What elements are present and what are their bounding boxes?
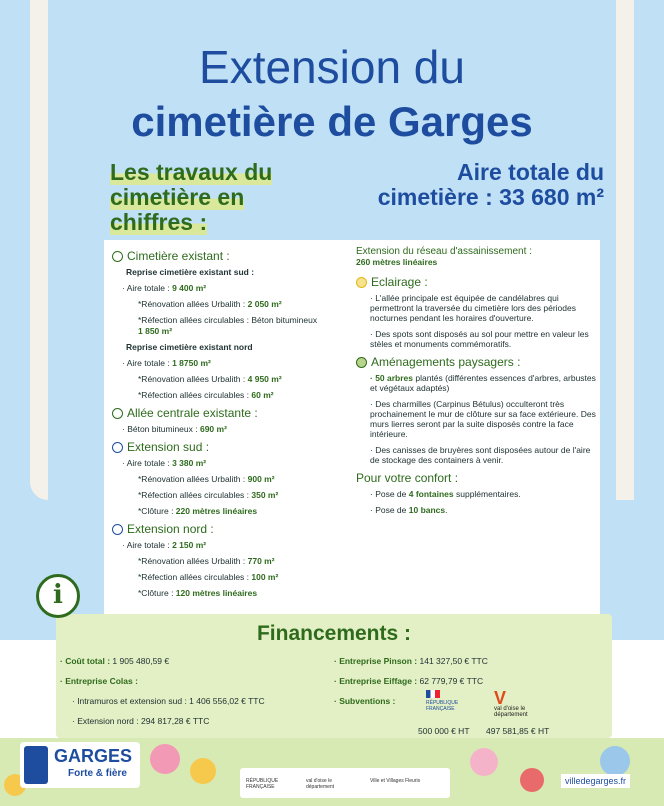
- garges-logo: GARGES Forte & fière: [20, 742, 140, 788]
- website-link[interactable]: villedegarges.fr: [561, 774, 630, 788]
- subtitle-left: Les travaux du cimetière en chiffres :: [110, 159, 273, 235]
- path-icon: [112, 408, 123, 419]
- confort-fontaines: · Pose de 4 fontaines supplémentaires.: [370, 489, 521, 499]
- ext-nord-urbalith: *Rénovation allées Urbalith : 770 m²: [138, 556, 275, 566]
- eiffage: · Entreprise Eiffage : 62 779,79 € TTC: [334, 676, 484, 686]
- cout-total: · Coût total : 1 905 480,59 €: [60, 656, 170, 666]
- ext-nord-refection: *Réfection allées circulables : 100 m²: [138, 572, 279, 582]
- title-line-1: Extension du: [199, 41, 465, 93]
- subvention-state: 500 000 € HT: [418, 726, 470, 736]
- section-allee: Allée centrale existante :: [112, 406, 352, 420]
- section-confort: Pour votre confort :: [356, 471, 459, 485]
- assainissement-value: 260 mètres linéaires: [356, 257, 438, 267]
- existing-sud-title: Reprise cimetière existant sud :: [126, 267, 255, 277]
- existing-nord-title: Reprise cimetière existant nord: [126, 342, 253, 352]
- title-line-2: cimetière de Garges: [131, 98, 533, 145]
- pinson: · Entreprise Pinson : 141 327,50 € TTC: [334, 656, 488, 666]
- paysagers-p1: · 50 arbres plantés (différentes essences d'arbres, arbustes et végétaux adaptés): [370, 373, 596, 393]
- existing-nord-urbalith: *Rénovation allées Urbalith : 4 950 m²: [138, 374, 282, 384]
- eclairage-p1: · L'allée principale est équipée de candélabres qui permettront la traversée du cimetière lors des périodes nocturnes pendant les horaires d'ouverture.: [370, 293, 576, 323]
- allee-beton: · Béton bitumineux : 690 m²: [122, 424, 227, 434]
- section-paysagers: Aménagements paysagers :: [356, 355, 596, 369]
- colas-nord: · Extension nord : 294 817,28 € TTC: [72, 716, 210, 726]
- subtitle-right: Aire totale du cimetière : 33 680 m²: [377, 159, 604, 210]
- financements-left: [60, 656, 265, 736]
- cemetery-icon: [112, 251, 123, 262]
- existing-sud-refection: *Réfection allées circulables : Béton bitumineux 1 850 m²: [138, 315, 318, 336]
- content-card: [104, 240, 600, 618]
- sun-icon: [356, 277, 367, 288]
- location-pin-icon: [112, 524, 123, 535]
- ext-nord-cloture: *Clôture : 120 mètres linéaires: [138, 588, 258, 598]
- right-column: [356, 246, 596, 521]
- info-icon: i: [36, 574, 80, 618]
- assainissement-label: Extension du réseau d'assainissement :: [356, 246, 532, 257]
- location-pin-icon: [112, 442, 123, 453]
- existing-nord-area: · Aire totale : 1 8750 m²: [122, 358, 211, 368]
- partner-logos: RÉPUBLIQUE FRANÇAISE val d'oise le département Ville et Villages Fleuris: [240, 768, 450, 798]
- ext-nord-area: · Aire totale : 2 150 m²: [122, 540, 207, 550]
- subvention-dept: 497 581,85 € HT: [486, 726, 550, 736]
- republique-logo: RÉPUBLIQUE FRANÇAISE: [426, 690, 476, 720]
- subventions-label: · Subventions :: [334, 696, 396, 706]
- ext-sud-refection: *Réfection allées circulables : 350 m²: [138, 490, 279, 500]
- ext-sud-cloture: *Clôture : 220 mètres linéaires: [138, 506, 258, 516]
- section-existing: Cimetière existant :: [112, 249, 352, 263]
- paysagers-p3: · Des canisses de bruyères sont disposées autour de l'aire de stockage des containers à venir.: [370, 445, 591, 465]
- eclairage-p2: · Des spots sont disposés au sol pour mettre en valeur les stèles et monuments commémoratifs.: [370, 329, 589, 349]
- left-column: [112, 246, 352, 604]
- section-eclairage: Eclairage :: [356, 275, 596, 289]
- tree-icon: [356, 357, 367, 368]
- lion-icon: [24, 746, 48, 784]
- existing-sud-area: · Aire totale : 9 400 m²: [122, 283, 207, 293]
- financements-panel: [56, 614, 612, 738]
- existing-sud-urbalith: *Rénovation allées Urbalith : 2 050 m²: [138, 299, 282, 309]
- confort-bancs: · Pose de 10 bancs.: [370, 505, 448, 515]
- financements-title: Financements :: [256, 622, 412, 645]
- ext-sud-area: · Aire totale : 3 380 m²: [122, 458, 207, 468]
- paysagers-p2: · Des charmilles (Carpinus Bétulus) occulteront très prochainement le mur de clôture sur sa face extérieure. Des murs lierres seront par la suite disposés contre la face intérieure.: [370, 399, 596, 439]
- section-ext-nord: Extension nord :: [112, 522, 352, 536]
- section-ext-sud: Extension sud :: [112, 440, 352, 454]
- colas-label: · Entreprise Colas :: [60, 676, 138, 686]
- french-flag-icon: [426, 690, 440, 698]
- colas-sud: · Intramuros et extension sud : 1 406 556,02 € TTC: [72, 696, 265, 706]
- val-oise-logo: V val d'oise le département: [494, 688, 528, 718]
- ext-sud-urbalith: *Rénovation allées Urbalith : 900 m²: [138, 474, 275, 484]
- existing-nord-refection: *Réfection allées circulables : 60 m²: [138, 390, 274, 400]
